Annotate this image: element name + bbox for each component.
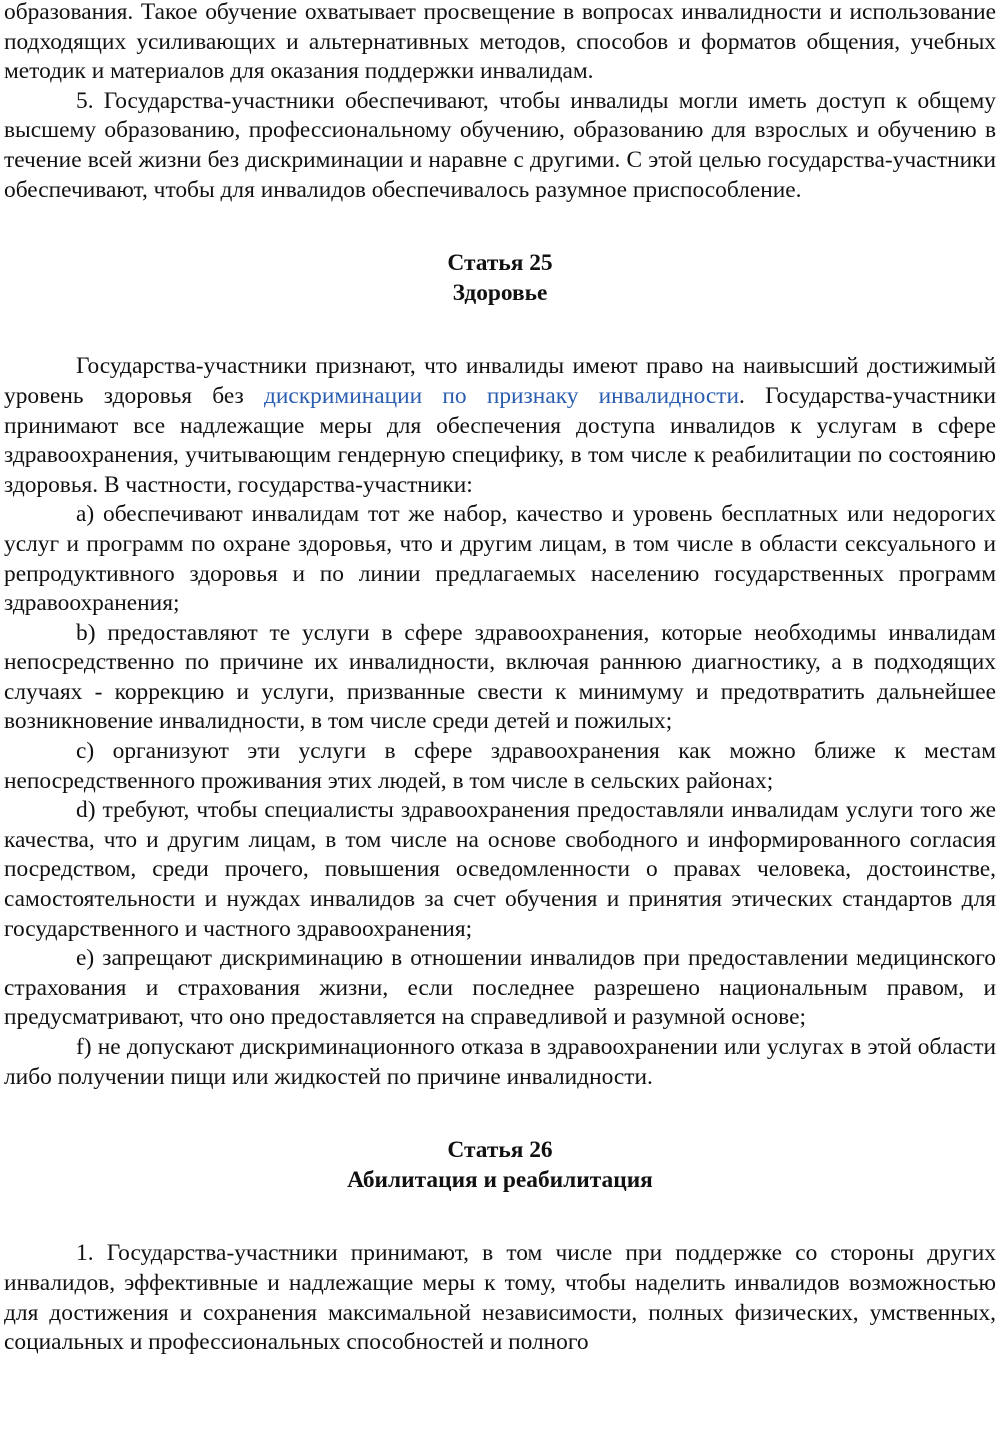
article-26-number: Статья 26 xyxy=(447,1137,553,1164)
article-25-title: Здоровье xyxy=(452,279,548,306)
spacer xyxy=(4,205,996,249)
article-25-item-b: b) предоставляют те услуги в сфере здравоохранения, которые необходимы инвалидам непосредственно по причине их инвалидности, включая раннюю диагностику, а в подходящих случаях - коррекцию и услуги, призванные свести к минимуму и предотвратить дальнейшее возникновение инвалидности, в том числе среди детей и пожилых; xyxy=(4,619,996,735)
spacer xyxy=(4,1195,996,1239)
article-25-intro-text: Государства-участники признают, что инвалиды имеют право на наивысший достижимый уровень здоровья без xyxy=(4,353,996,409)
article-25-item-d: d) требуют, чтобы специалисты здравоохранения предоставляли инвалидам услуги того же качества, что и другим лицам, в том числе на основе свободного и информированного согласия посредством, среди прочего, повышения осведомленности о правах человека, достоинстве, самостоятельности и нуждах инвалидов за счет обучения и принятия этических стандартов для государственного и частного здравоохранения; xyxy=(4,797,996,942)
article-25-item-c: c) организуют эти услуги в сфере здравоохранения как можно ближе к местам непосредственного проживания этих людей, в том числе в сельских районах; xyxy=(4,738,996,794)
article-25-intro-paragraph xyxy=(4,352,996,500)
paragraph-continuation: образования. Такое обучение охватывает просвещение в вопросах инвалидности и использование подходящих усиливающих и альтернативных методов, способов и форматов общения, учебных методик и материалов для оказания поддержки инвалидам. xyxy=(4,0,996,85)
paragraph-item-5: 5. Государства-участники обеспечивают, чтобы инвалиды могли иметь доступ к общему высшему образованию, профессиональному обучению, образованию для взрослых и обучению в течение всей жизни без дискриминации и наравне с другими. С этой целью государства-участники обеспечивают, чтобы для инвалидов обеспечивалось разумное приспособление. xyxy=(4,87,996,203)
spacer xyxy=(4,308,996,352)
article-25-intro-text-rest: . Государства-участники принимают все надлежащие меры для обеспечения доступа инвалидов к услугам в сфере здравоохранения, учитывающим гендерную специфику, в том числе к реабилитации по состоянию здоровья. В частности, государства-участники: xyxy=(4,382,996,498)
spacer xyxy=(4,1092,996,1136)
article-26-title: Абилитация и реабилитация xyxy=(347,1166,653,1193)
article-25-item-f: f) не допускают дискриминационного отказа в здравоохранении или услугах в этой области либо получении пищи или жидкостей по причине инвалидности. xyxy=(4,1034,996,1090)
article-25-number: Статья 25 xyxy=(447,250,553,277)
article-26-item-1: 1. Государства-участники принимают, в том числе при поддержке со стороны других инвалидов, эффективные и надлежащие меры к тому, чтобы наделить инвалидов возможностью для достижения и сохранения максимальной независимости, полных физических, умственных, социальных и профессиональных способностей и полного xyxy=(4,1240,996,1356)
document-page xyxy=(4,0,996,1358)
article-25-item-e: e) запрещают дискриминацию в отношении инвалидов при предоставлении медицинского страхования и страхования жизни, если последнее разрешено национальным правом, и предусматривают, что оно предоставляется на справедливой и разумной основе; xyxy=(4,945,996,1031)
discrimination-link[interactable]: дискриминации по признаку инвалидности xyxy=(264,382,740,409)
article-25-item-a: a) обеспечивают инвалидам тот же набор, качество и уровень бесплатных или недорогих услуг и программ по охране здоровья, что и другим лицам, в том числе в области сексуального и репродуктивного здоровья и по линии предлагаемых населению государственных программ здравоохранения; xyxy=(4,501,996,617)
